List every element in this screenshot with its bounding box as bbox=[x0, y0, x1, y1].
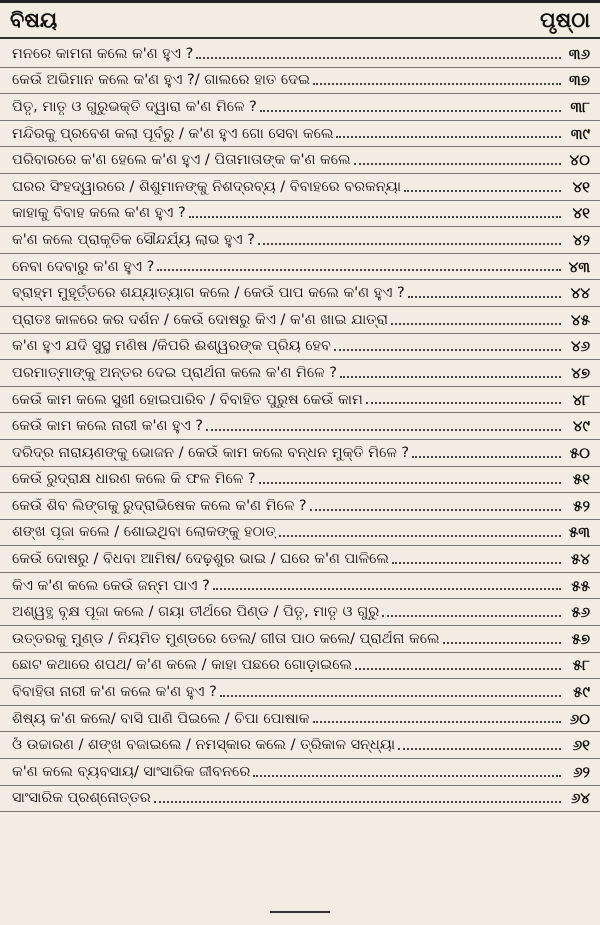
toc-entry-page: ୪୬ bbox=[570, 337, 590, 356]
toc-entry-page: ୪୪ bbox=[570, 284, 590, 303]
toc-leader-dots bbox=[412, 456, 561, 458]
toc-entry bbox=[0, 467, 600, 494]
toc-entry bbox=[0, 147, 600, 174]
toc-entry bbox=[0, 280, 600, 307]
toc-entry-title: ନେବା ଦେବାରୁ କ'ଣ ହୁଏ ? bbox=[12, 258, 155, 275]
toc-leader-dots bbox=[382, 615, 561, 617]
toc-entry bbox=[0, 334, 600, 361]
toc-entry bbox=[0, 440, 600, 467]
toc-entry-page: ୪୮ bbox=[572, 390, 590, 409]
toc-leader-dots bbox=[313, 721, 561, 723]
toc-entry-title: ଶଙ୍ଖ ପୂଜା କଲେ / ଶୋଇଥିବା ଲୋକଙ୍କୁ ହଠାତ୍ bbox=[12, 524, 276, 541]
toc-entry-title: କେଉଁ ଅଭିମାନ କଲେ କ'ଣ ହୁଏ ?/ ଗାଲରେ ହାତ ଦେଇ bbox=[12, 72, 311, 89]
toc-entry bbox=[0, 626, 600, 653]
toc-entry bbox=[0, 254, 600, 281]
toc-leader-dots bbox=[404, 190, 561, 192]
toc-entry-page: ୪୯ bbox=[572, 417, 590, 436]
toc-leader-dots bbox=[259, 482, 561, 484]
toc-entry-title: ବ୍ରାହ୍ମ ମୁହୂର୍ତ୍ତରେ ଶଯ୍ୟାତ୍ୟାଗ କଲେ / କେଉଁ ପାପ କଲେ କ'ଣ ହୁଏ ? bbox=[12, 285, 405, 302]
toc-entry-title: କ'ଣ ହୁଏ ଯଦି ସୁସ୍ଥ ମଣିଷ /କିପରି ଈଶ୍ୱରଙ୍କ ପ୍ରିୟ ହେବ bbox=[12, 338, 331, 355]
toc-entry bbox=[0, 786, 600, 813]
toc-entry-title: ଛୋଟ କଥାରେ ଶପଥ/ କ'ଣ କଲେ / କାହା ପଛରେ ଗୋଡ଼ାଇଲେ bbox=[12, 657, 353, 674]
toc-entry bbox=[0, 520, 600, 547]
toc-leader-dots bbox=[154, 801, 561, 803]
toc-entry-page: ୫୧ bbox=[572, 470, 590, 489]
toc-entry-page: ୬୪ bbox=[570, 789, 590, 808]
toc-entry bbox=[0, 94, 600, 121]
toc-leader-dots bbox=[340, 376, 561, 378]
toc-entry bbox=[0, 307, 600, 334]
toc-entry-title: ଶିଷ୍ୟ କ'ଣ କଲେ/ ବାସି ପାଣି ପିଇଲେ / ଚିପା ପୋଷାକ bbox=[12, 710, 310, 727]
toc-leader-dots bbox=[310, 509, 561, 511]
toc-entry-title: କିଏ କ'ଣ କଲେ କେଉଁ ଜନ୍ମ ପାଏ ? bbox=[12, 577, 210, 594]
toc-entry bbox=[0, 679, 600, 706]
toc-entry bbox=[0, 121, 600, 148]
toc-leader-dots bbox=[258, 243, 561, 245]
toc-entry bbox=[0, 599, 600, 626]
toc-leader-dots bbox=[189, 216, 561, 218]
toc-entry-title: ପରିବାରରେ କ'ଣ ହେଲେ କ'ଣ ହୁଏ / ପିତାମାତାଙ୍କ କ'ଣ କଲେ bbox=[12, 152, 351, 169]
toc-heading-page: ପୃଷ୍ଠା bbox=[539, 7, 590, 32]
toc-entry-page: ୪୦ bbox=[569, 151, 590, 170]
toc-leader-dots bbox=[336, 136, 561, 138]
toc-entry bbox=[0, 493, 600, 520]
toc-entry-page: ୫୭ bbox=[571, 629, 590, 648]
toc-entry-page: ୪୧ bbox=[572, 204, 590, 223]
toc-leader-dots bbox=[157, 269, 561, 271]
toc-leader-dots bbox=[206, 429, 561, 431]
toc-entry-page: ୩୬ bbox=[568, 44, 590, 63]
toc-entry-title: ପରମାତ୍ମାଙ୍କୁ ଅନ୍ତର ଦେଇ ପ୍ରାର୍ଥନା କଲେ କ'ଣ ମିଳେ ? bbox=[12, 364, 337, 381]
toc-entry-title: ଘରର ସିଂହଦ୍ୱାରରେ / ଶିଶୁମାନଙ୍କୁ ନିଶଦ୍ରବ୍ୟ / ବିବାହରେ ବରକନ୍ୟା bbox=[12, 178, 402, 195]
toc-leader-dots bbox=[253, 775, 561, 777]
toc-list bbox=[0, 41, 600, 812]
toc-entry-page: ୫୨ bbox=[573, 496, 590, 515]
toc-entry-page: ୫୩ bbox=[568, 523, 590, 542]
toc-leader-dots bbox=[279, 535, 561, 537]
toc-header bbox=[0, 3, 600, 37]
toc-entry bbox=[0, 732, 600, 759]
toc-entry-title: ବିବାହିତା ନାରୀ କ'ଣ କଲେ କ'ଣ ହୁଏ ? bbox=[12, 684, 217, 701]
toc-entry-title: ଅଶ୍ୱତ୍ଥ ବୃକ୍ଷ ପୂଜା କଲେ / ଗୟା ତୀର୍ଥରେ ପିଣ୍ଡ / ପିତୃ, ମାତୃ ଓ ଗୁରୁ bbox=[12, 604, 380, 621]
toc-entry-page: ୪୫ bbox=[571, 310, 590, 329]
toc-entry bbox=[0, 201, 600, 228]
toc-entry-title: କ'ଣ କଲେ ବ୍ୟବସାୟ/ ସାଂସାରିକ ଜୀବନରେ bbox=[12, 763, 251, 780]
toc-entry-title: କେଉଁ ଦୋଷରୁ / ବିଧବା ଆମିଷ/ ଦେଢ଼ଶୁର ଭାଇ / ଘରେ କ'ଣ ପାଳିଲେ bbox=[12, 551, 390, 568]
toc-entry bbox=[0, 706, 600, 733]
toc-heading-subject: ବିଷୟ bbox=[10, 7, 58, 32]
toc-entry-page: ୪୭ bbox=[571, 363, 590, 382]
toc-entry bbox=[0, 360, 600, 387]
toc-entry bbox=[0, 546, 600, 573]
toc-entry-title: କେଉଁ ଶିବ ଲିଙ୍ଗକୁ ରୁଦ୍ରାଭିଷେକ କଲେ କ'ଣ ମିଳେ ? bbox=[12, 497, 307, 514]
toc-leader-dots bbox=[366, 402, 561, 404]
toc-entry-title: କ'ଣ କଲେ ପ୍ରାକୃତିକ ସୌନ୍ଦର୍ଯ୍ୟ ଲାଭ ହୁଏ ? bbox=[12, 231, 255, 248]
toc-entry-title: ସାଂସାରିକ ପ୍ରଶ୍ନୋତ୍ତର bbox=[12, 790, 151, 807]
toc-entry bbox=[0, 68, 600, 95]
toc-entry-title: କାହାକୁ ବିବାହ କଲେ କ'ଣ ହୁଏ ? bbox=[12, 205, 186, 222]
toc-entry-page: ୩୭ bbox=[569, 71, 590, 90]
toc-entry bbox=[0, 174, 600, 201]
toc-entry-title: ଓଁ ଉଚ୍ଚାରଣ / ଶଙ୍ଖ ବଜାଇଲେ / ନମସ୍କାର କଲେ / ତ୍ରିକାଳ ସନ୍ଧ୍ୟା bbox=[12, 737, 396, 754]
toc-entry bbox=[0, 653, 600, 680]
toc-entry-page: ୬୦ bbox=[569, 709, 590, 728]
toc-entry bbox=[0, 413, 600, 440]
toc-entry-title: ଦରିଦ୍ର ନାରାୟଣଙ୍କୁ ଭୋଜନ / କେଉଁ କାମ କଲେ ବନ୍ଧନ ମୁକ୍ତି ମିଳେ ? bbox=[12, 444, 410, 461]
toc-entry-page: ୫୪ bbox=[571, 550, 590, 569]
toc-entry-title: ମନ୍ଦିରକୁ ପ୍ରବେଶ କଲା ପୂର୍ବରୁ / କ'ଣ ହୁଏ ଗୋ ସେବା କଲେ bbox=[12, 125, 334, 142]
toc-entry-title: ପିତୃ, ମାତୃ ଓ ଗୁରୁଭକ୍ତି ଦ୍ୱାରା କ'ଣ ମିଳେ ? bbox=[12, 98, 257, 115]
toc-entry-title: ପ୍ରାତଃ କାଳରେ କର ଦର୍ଶନ / କେଉଁ ଦୋଷରୁ କିଏ / କ'ଣ ଖାଇ ଯାତ୍ରା bbox=[12, 311, 389, 328]
toc-leader-dots bbox=[398, 748, 561, 750]
toc-entry-page: ୩୯ bbox=[570, 124, 590, 143]
toc-leader-dots bbox=[355, 668, 561, 670]
header-rule bbox=[0, 37, 600, 39]
toc-entry-page: ୪୩ bbox=[568, 257, 590, 276]
toc-entry bbox=[0, 759, 600, 786]
toc-entry-page: ୬୨ bbox=[573, 762, 590, 781]
toc-entry-page: ୫୯ bbox=[573, 683, 590, 702]
toc-entry-page: ୩୮ bbox=[570, 97, 590, 116]
toc-entry bbox=[0, 41, 600, 68]
toc-entry-page: ୫୬ bbox=[571, 603, 590, 622]
toc-leader-dots bbox=[391, 323, 561, 325]
toc-entry-page: ୫୫ bbox=[571, 576, 590, 595]
toc-entry-page: ୬୧ bbox=[572, 736, 590, 755]
toc-leader-dots bbox=[313, 83, 561, 85]
toc-leader-dots bbox=[443, 642, 561, 644]
toc-leader-dots bbox=[354, 163, 561, 165]
toc-leader-dots bbox=[260, 110, 561, 112]
toc-entry bbox=[0, 573, 600, 600]
toc-leader-dots bbox=[213, 588, 561, 590]
toc-leader-dots bbox=[334, 349, 561, 351]
toc-leader-dots bbox=[392, 562, 561, 564]
toc-entry bbox=[0, 227, 600, 254]
toc-entry-page: ୪୧ bbox=[572, 177, 590, 196]
toc-entry-title: କେଉଁ ରୁଦ୍ରାକ୍ଷ ଧାରଣ କଲେ କି ଫଳ ମିଳେ ? bbox=[12, 471, 256, 488]
toc-entry-title: କେଉଁ କାମ କଲେ ନାରୀ କ'ଣ ହୁଏ ? bbox=[12, 418, 203, 435]
toc-entry-page: ୪୨ bbox=[572, 230, 590, 249]
toc-entry-title: ଉତ୍ତରକୁ ମୁଣ୍ଡ / ନିୟମିତ ମୁଣ୍ଡରେ ତେଲ/ ଗୀତା ପାଠ କଲେ/ ପ୍ରାର୍ଥନା କଲେ bbox=[12, 630, 440, 647]
toc-entry-page: ୫୦ bbox=[569, 443, 590, 462]
toc-entry-title: ମନରେ କାମନା କଲେ କ'ଣ ହୁଏ ? bbox=[12, 45, 194, 62]
toc-leader-dots bbox=[408, 296, 561, 298]
toc-entry-title: କେଉଁ କାମ କଲେ ସୁଖୀ ହୋଇପାରିବ / ବିବାହିତ ପୁରୁଷ କେଉଁ କାମ bbox=[12, 391, 363, 408]
toc-leader-dots bbox=[220, 695, 561, 697]
toc-entry bbox=[0, 387, 600, 414]
toc-leader-dots bbox=[196, 57, 561, 59]
toc-entry-page: ୫୮ bbox=[572, 656, 590, 675]
